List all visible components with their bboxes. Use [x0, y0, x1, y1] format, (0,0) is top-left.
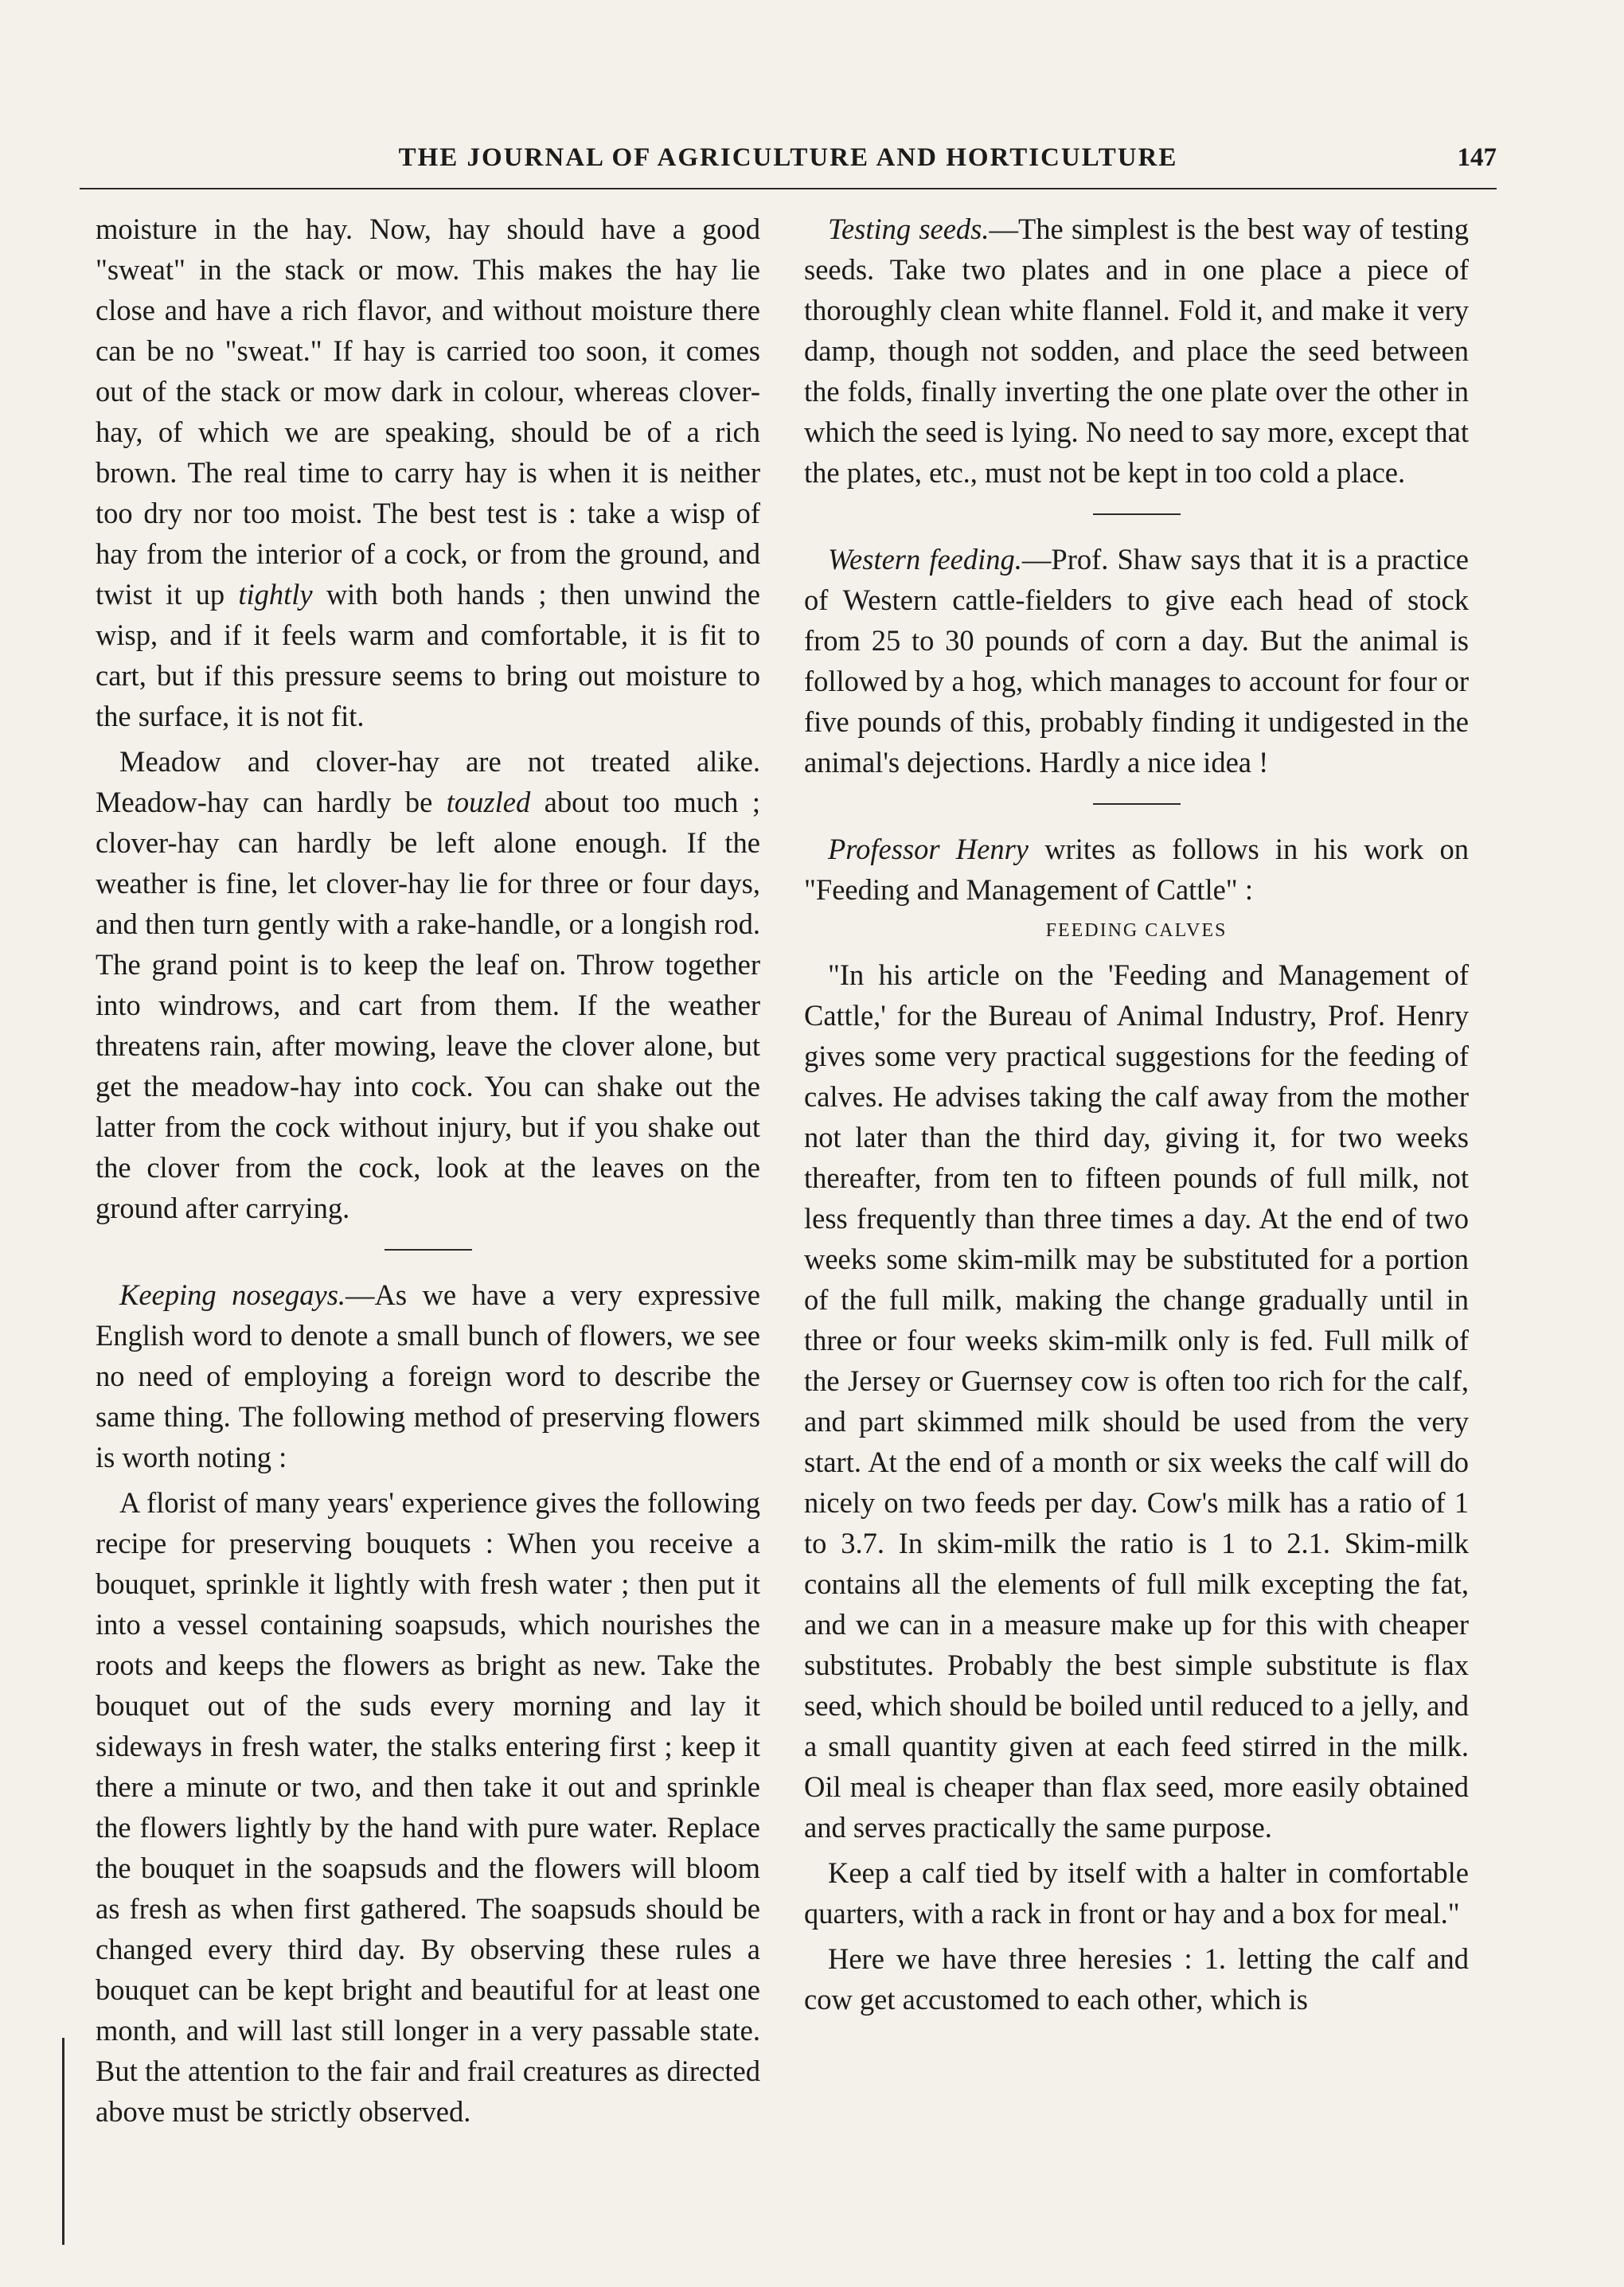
- seeds-paragraph: [804, 209, 1469, 493]
- left-column: [96, 209, 760, 2137]
- section-divider: [1093, 803, 1181, 805]
- margin-mark: [62, 2038, 64, 2245]
- meadow-emphasis: touzled: [446, 786, 531, 818]
- hay-emphasis: tightly: [238, 578, 313, 611]
- western-feeding-heading: Western feeding.: [828, 543, 1022, 576]
- florist-paragraph: A florist of many years' experience gives the following recipe for preserving bouquets : When you receive a bouquet, sprinkle it lightly with fresh water ; then put it into a vessel containing soapsuds, which nourishes the roots and keeps the flowers as bright as new. Take the bouquet out of the suds every morning and lay it sideways in fresh water, the stalks entering first ; keep it there a minute or two, and then take it out and sprinkle the flowers lightly by the hand with pure water. Replace the bouquet in the soapsuds and the flowers will bloom as fresh as when first gathered. The soapsuds should be changed every third day. By observing these rules a bouquet can be kept bright and beautiful for at least one month, and will last still longer in a very passable state. But the attention to the fair and frail creatures as directed above must be strictly observed.: [96, 1486, 760, 2128]
- nosegays-paragraph: [96, 1274, 760, 1477]
- calf-tied-paragraph: Keep a calf tied by itself with a halter in comfortable quarters, with a rack in front or hay and a box for meal.": [804, 1856, 1469, 1930]
- western-feeding-text: —Prof. Shaw says that it is a practice of Western cattle-fielders to give each head of stock from 25 to 30 pounds of corn a day. But the animal is followed by a hog, which manages to account for four or five pounds of this, probably finding it undigested in the animal's dejections. Hardly a nice idea !: [804, 543, 1469, 779]
- henry-intro-paragraph: [804, 829, 1469, 910]
- page-number: 147: [1457, 143, 1497, 172]
- meadow-text-b: about too much ; clover-hay can hardly be left alone enough. If the weather is fine, let clover-hay lie for three or four days, and then turn gently with a rake-handle, or a longish rod. The grand point is to keep the leaf on. Throw together into windrows, and cart from them. If the weather threatens rain, after mowing, leave the clover alone, but get the meadow-hay into cock. You can shake out the latter from the cock without injury, but if you shake out the clover from the cock, look at the leaves on the ground after carrying.: [96, 786, 761, 1224]
- nosegays-text: —As we have a very expressive English word to denote a small bunch of flowers, we see no need of employing a foreign word to describe the same thing. The following method of preserving flowers is worth noting :: [96, 1278, 760, 1473]
- nosegays-heading: Keeping nosegays.: [119, 1278, 346, 1311]
- page-header: [80, 143, 1497, 178]
- section-divider: [1093, 513, 1181, 515]
- meadow-text-a: Meadow and clover-hay are not treated alike. Meadow-hay can hardly be: [96, 745, 760, 818]
- hay-text-end: with both hands ; then unwind the wisp, and if it feels warm and comfortable, it is fit to cart, but if this pressure seems to bring out moisture to the surface, it is not fit.: [96, 578, 761, 732]
- calves-quote-paragraph: "In his article on the 'Feeding and Management of Cattle,' for the Bureau of Animal Industry, Prof. Henry gives some very practical suggestions for the feeding of calves. He advises taking the calf away from the mother not later than the third day, giving it, for two weeks thereafter, from ten to fifteen pounds of full milk, not less frequently than three times a day. At the end of two weeks some skim-milk may be substituted for a portion of the full milk, making the change gradually until in three or four weeks skim-milk only is fed. Full milk of the Jersey or Guernsey cow is often too rich for the calf, and part skimmed milk should be used from the very start. At the end of a month or six weeks the calf will do nicely on two feeds per day. Cow's milk has a ratio of 1 to 3.7. In skim-milk the ratio is 1 to 2.1. Skim-milk contains all the elements of full milk excepting the fat, and we can in a measure make up for this with cheaper substitutes. Probably the best simple substitute is flax seed, which should be boiled until reduced to a jelly, and a small quantity given at each feed stirred in the milk. Oil meal is cheaper than flax seed, more easily obtained and serves practically the same purpose.: [804, 958, 1469, 1844]
- meadow-paragraph: [96, 741, 760, 1228]
- hay-text: moisture in the hay. Now, hay should have a good "sweat" in the stack or mow. This makes the hay lie close and have a rich flavor, and without moisture there can be no "sweat." If hay is carried too soon, it comes out of the stack or mow dark in colour, whereas clover-hay, of which we are speaking, should be of a rich brown. The real time to carry hay is when it is neither too dry nor too moist. The best test is : take a wisp of hay from the interior of a cock, or from the ground, and twist it up: [96, 213, 760, 611]
- feeding-calves-subhead: FEEDING CALVES: [1045, 920, 1228, 941]
- heresies-paragraph: Here we have three heresies : 1. letting the calf and cow get accustomed to each other, which is: [804, 1942, 1469, 2016]
- seeds-heading: Testing seeds.: [828, 213, 990, 245]
- seeds-text: —The simplest is the best way of testing seeds. Take two plates and in one place a piece of thoroughly clean white flannel. Fold it, and make it very damp, though not sodden, and place the seed between the folds, finally inverting the one plate over the other in which the seed is lying. No need to say more, except that the plates, etc., must not be kept in too cold a place.: [804, 213, 1469, 489]
- henry-intro-text: writes as follows in his work on "Feeding and Management of Cattle" :: [804, 833, 1469, 906]
- header-rule: [80, 188, 1497, 189]
- hay-paragraph: [96, 209, 760, 736]
- western-feeding-paragraph: [804, 539, 1469, 782]
- henry-name: Professor Henry: [828, 833, 1029, 865]
- running-title: THE JOURNAL OF AGRICULTURE AND HORTICULTURE: [398, 143, 1178, 172]
- section-divider: [385, 1249, 472, 1251]
- right-column: [804, 209, 1469, 2024]
